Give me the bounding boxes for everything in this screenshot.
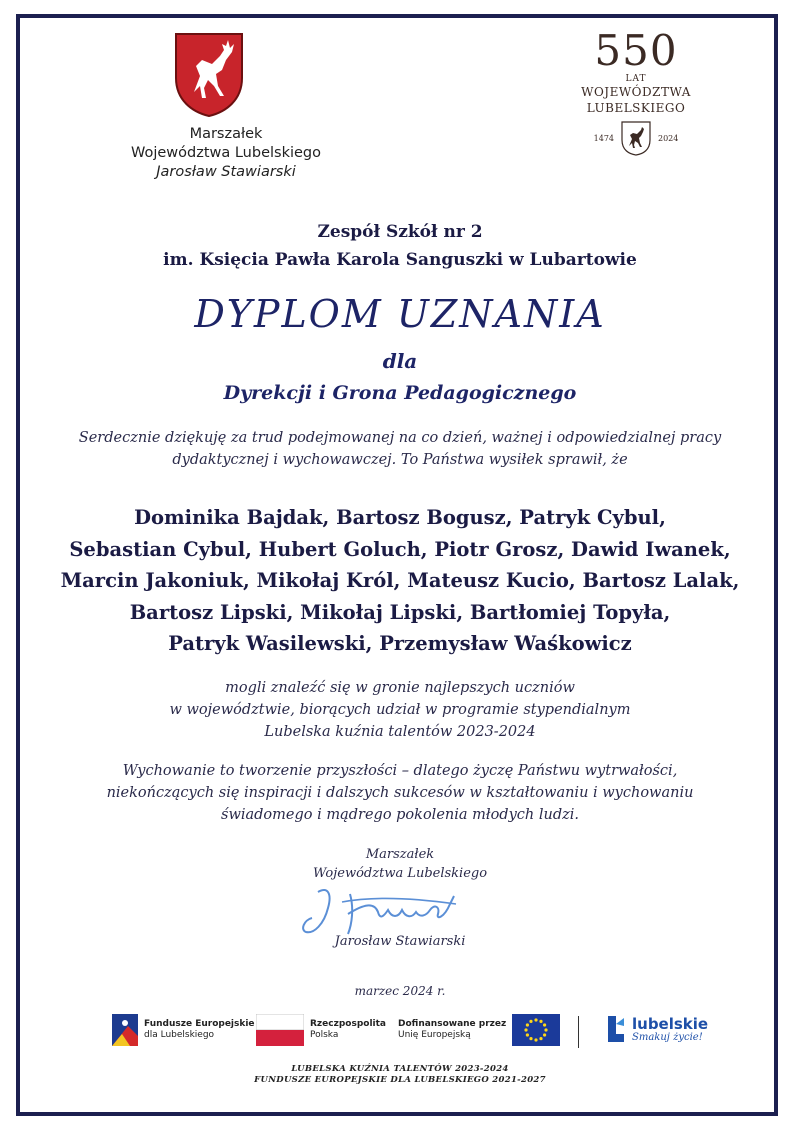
text-line: Serdecznie dziękuję za trud podejmowanej na co dzień, ważnej i odpowiedzialnej pracy: [78, 430, 722, 446]
lubelskie-coat-of-arms-icon: [172, 30, 246, 118]
text-line: dydaktycznej i wychowawczej. To Państwa wysiłek sprawił, że: [172, 452, 628, 468]
wishes-paragraph: [26, 760, 774, 826]
text-line: świadomego i mądrego pokolenia młodych ludzi.: [221, 807, 579, 823]
logo-divider: [578, 1016, 579, 1048]
fe-line1: Fundusze Europejskie: [144, 1019, 255, 1029]
text-line: Lubelska kuźnia talentów 2023-2024: [264, 724, 536, 740]
signature-title-2: Województwa Lubelskiego: [312, 866, 488, 881]
diploma-for: dla: [382, 349, 418, 373]
diploma-title: DYPLOM UZNANIA: [194, 292, 606, 336]
small-crest-icon: [620, 120, 652, 156]
anniversary-line1: WOJEWÓDZTWA: [581, 85, 691, 99]
issue-date: marzec 2024 r.: [354, 984, 446, 998]
anniversary-number: 550: [594, 26, 678, 75]
program-footer: [26, 1064, 774, 1086]
rp-line2: Polska: [310, 1030, 339, 1040]
anniversary-year-end: 2024: [658, 133, 679, 143]
text-line: mogli znaleźć się w gronie najlepszych uczniów: [225, 680, 575, 696]
names-line: Patryk Wasilewski, Przemysław Waśkowicz: [168, 632, 632, 655]
anniversary-lat: LAT: [625, 74, 647, 84]
anniversary-line2: LUBELSKIEGO: [586, 101, 686, 115]
eu-flag-icon: [512, 1014, 560, 1046]
diploma-page: [26, 22, 774, 1114]
marshal-title: Marszałek: [189, 126, 263, 142]
marshal-name: Jarosław Stawiarski: [156, 164, 296, 180]
diploma-recipient: Dyrekcji i Grona Pedagogicznego: [223, 382, 577, 404]
text-line: Wychowanie to tworzenie przyszłości – dlatego życzę Państwu wytrwałości,: [122, 763, 678, 779]
funding-logos-bar: [26, 1014, 774, 1054]
signature-title-1: Marszałek: [365, 847, 435, 862]
names-line: Bartosz Lipski, Mikołaj Lipski, Bartłomiej Topyła,: [129, 600, 671, 624]
fe-line2: dla Lubelskiego: [144, 1030, 215, 1040]
text-line: w województwie, biorących udział w programie stypendialnym: [169, 702, 631, 718]
text-line: niekończących się inspiracji i dalszych sukcesów w kształtowaniu i wychowaniu: [106, 785, 694, 801]
anniversary-year-start: 1474: [593, 133, 614, 143]
program-paragraph: [26, 677, 774, 743]
fe-logo: [112, 1014, 255, 1046]
names-line: Marcin Jakoniuk, Mikołaj Król, Mateusz Kucio, Bartosz Lalak,: [60, 569, 740, 592]
marshal-region: Województwa Lubelskiego: [130, 145, 322, 161]
ue-line1: Dofinansowane przez: [398, 1019, 507, 1029]
thanks-paragraph: [26, 427, 774, 471]
rp-logo: [256, 1014, 386, 1046]
school-name: Zespół Szkół nr 2: [317, 222, 483, 242]
student-names: [26, 502, 774, 660]
lubelskie-logo: [604, 1014, 708, 1044]
lub-slogan: Smakuj życie!: [632, 1031, 703, 1043]
rp-line1: Rzeczpospolita: [310, 1019, 386, 1029]
footer-line2: FUNDUSZE EUROPEJSKIE DLA LUBELSKIEGO 2021-2027: [254, 1075, 546, 1085]
european-funds-icon: [112, 1014, 138, 1046]
anniversary-emblem: [566, 28, 706, 156]
marshal-header: [86, 125, 366, 182]
signature-name: Jarosław Stawiarski: [334, 934, 466, 949]
names-line: Sebastian Cybul, Hubert Goluch, Piotr Grosz, Dawid Iwanek,: [69, 537, 731, 561]
anniversary-years: [566, 120, 706, 156]
footer-line1: LUBELSKA KUŹNIA TALENTÓW 2023-2024: [291, 1064, 509, 1074]
ue-line2: Unię Europejską: [398, 1030, 471, 1040]
names-line: Dominika Bajdak, Bartosz Bogusz, Patryk Cybul,: [134, 506, 666, 529]
lub-name: lubelskie: [632, 1014, 709, 1033]
ue-logo: [398, 1014, 560, 1046]
lubelskie-brand-icon: [604, 1014, 626, 1044]
polish-flag-icon: [256, 1014, 304, 1046]
school-patron: im. Księcia Pawła Karola Sanguszki w Lubartowie: [163, 250, 637, 270]
